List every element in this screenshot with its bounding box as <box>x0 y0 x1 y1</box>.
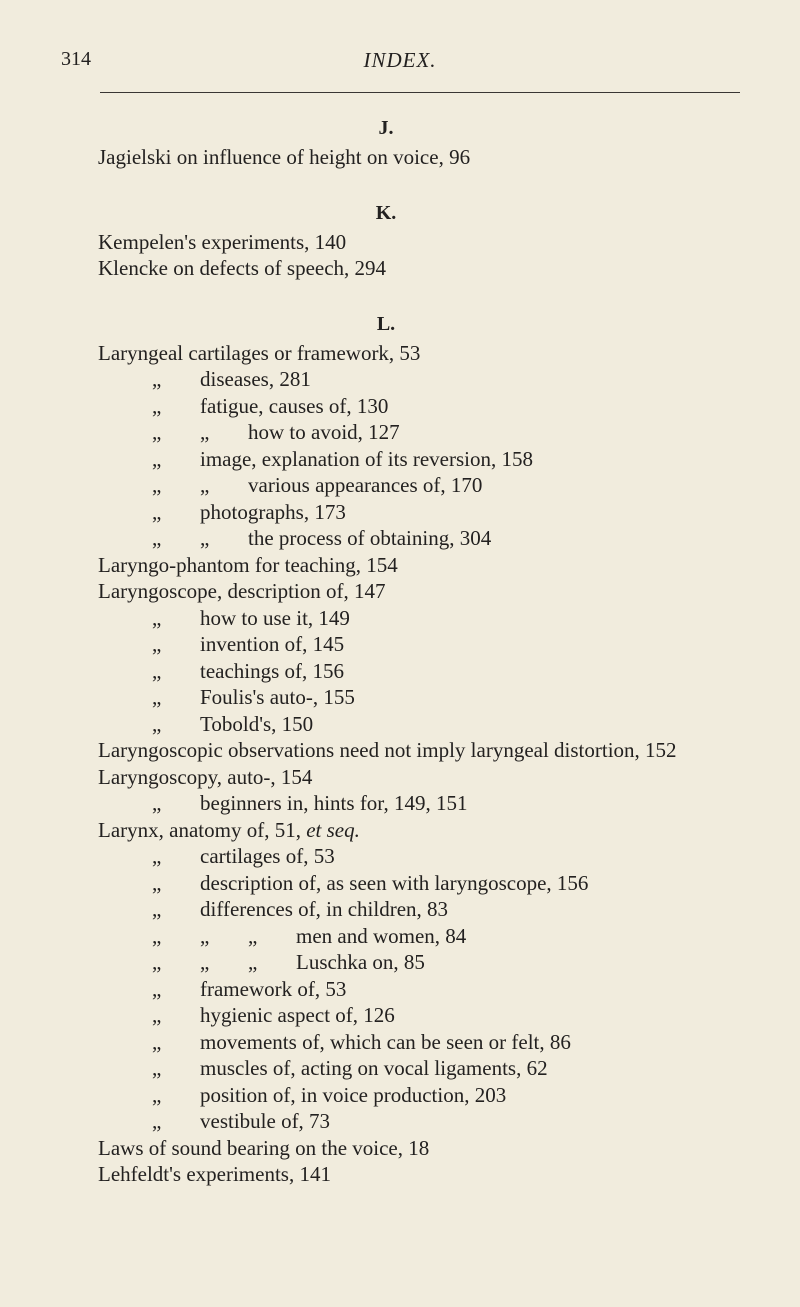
section-spacer <box>98 282 798 308</box>
index-entry <box>98 976 798 1003</box>
index-entry <box>98 790 798 817</box>
entry-text: image, explanation of its reversion, 158 <box>200 446 533 471</box>
ditto-mark: „ <box>152 526 162 550</box>
entry-text: Laryngeal cartilages or framework, 53 <box>98 340 421 365</box>
ditto-mark: „ <box>152 711 162 736</box>
ditto-mark: „ <box>152 1003 162 1027</box>
entry-text: movements of, which can be seen or felt, 86 <box>200 1029 571 1054</box>
ditto-mark: „ <box>152 420 162 444</box>
entry-text: teachings of, 156 <box>200 658 345 683</box>
index-entry <box>98 923 798 950</box>
index-entry <box>98 631 798 658</box>
entry-text: Lehfeldt's experiments, 141 <box>98 1162 331 1186</box>
index-entry <box>98 144 798 171</box>
entry-text: Laryngoscopic observations need not imply laryngeal distortion, 152 <box>98 738 677 762</box>
index-entry <box>98 684 798 711</box>
entry-text: Laryngoscopy, auto-, 154 <box>98 764 313 789</box>
index-entry <box>98 711 798 738</box>
ditto-mark: „ <box>152 605 162 630</box>
ditto-mark: „ <box>152 685 162 709</box>
entry-text: beginners in, hints for, 149, 151 <box>200 791 468 815</box>
index-entry <box>98 255 798 282</box>
section-letter: L. <box>376 312 396 335</box>
ditto-mark: „ <box>152 923 162 948</box>
entry-text: position of, in voice production, 203 <box>200 1082 507 1107</box>
ditto-mark: „ <box>152 844 162 868</box>
section-spacer <box>98 171 798 197</box>
entry-text: how to avoid, 127 <box>248 420 400 444</box>
page-number: 314 <box>61 48 91 70</box>
entry-text: Kempelen's experiments, 140 <box>98 229 347 254</box>
section-letter: J. <box>378 117 394 139</box>
ditto-mark: „ <box>152 1029 162 1054</box>
entry-text: men and women, 84 <box>296 923 467 948</box>
ditto-mark: „ <box>152 658 162 683</box>
index-entry <box>98 1161 798 1188</box>
index-entry <box>98 1029 798 1056</box>
ditto-mark: „ <box>200 526 210 550</box>
index-entry <box>98 366 798 393</box>
entry-text: various appearances of, 170 <box>248 473 483 497</box>
index-entry <box>98 605 798 632</box>
ditto-mark: „ <box>248 950 258 974</box>
entry-text: framework of, 53 <box>200 976 347 1001</box>
index-entry <box>98 1002 798 1029</box>
entry-text: cartilages of, 53 <box>200 844 335 868</box>
index-entry <box>98 472 798 499</box>
index-entry <box>98 737 798 764</box>
ditto-mark: „ <box>152 393 162 418</box>
index-entry <box>98 525 798 552</box>
entry-text: Tobold's, 150 <box>200 711 314 736</box>
ditto-mark: „ <box>152 446 162 471</box>
ditto-mark: „ <box>248 923 258 948</box>
ditto-mark: „ <box>200 923 210 948</box>
entry-text: photographs, 173 <box>200 499 346 524</box>
entry-text: Foulis's auto-, 155 <box>200 685 355 709</box>
running-head: INDEX. <box>363 48 437 72</box>
entry-text: muscles of, acting on vocal ligaments, 62 <box>200 1056 548 1080</box>
index-entry <box>98 229 798 256</box>
ditto-mark: „ <box>152 632 162 656</box>
ditto-mark: „ <box>152 367 162 391</box>
entry-text: vestibule of, 73 <box>200 1109 331 1133</box>
ditto-mark: „ <box>152 499 162 524</box>
index-entry <box>98 896 798 923</box>
index-entry <box>98 764 798 791</box>
index-entry <box>98 446 798 473</box>
entry-text: Jagielski on influence of height on voice, 96 <box>98 145 471 169</box>
index-entry <box>98 499 798 526</box>
ditto-mark: „ <box>152 1056 162 1080</box>
entry-text: invention of, 145 <box>200 632 345 656</box>
header-rule <box>100 92 740 93</box>
entry-text: Laryngoscope, description of, 147 <box>98 579 386 603</box>
index-entry <box>98 552 798 579</box>
ditto-mark: „ <box>152 950 162 974</box>
entry-italic: et seq. <box>306 817 360 842</box>
ditto-mark: „ <box>200 473 210 497</box>
entry-text: differences of, in children, 83 <box>200 897 449 921</box>
entry-text: Larynx, anatomy of, 51, <box>98 817 307 842</box>
ditto-mark: „ <box>200 420 210 444</box>
entry-text: diseases, 281 <box>200 367 311 391</box>
ditto-mark: „ <box>152 791 162 815</box>
entry-text: Luschka on, 85 <box>296 950 425 974</box>
entry-text: fatigue, causes of, 130 <box>200 393 389 418</box>
entry-text: the process of obtaining, 304 <box>248 526 492 550</box>
entry-text: Klencke on defects of speech, 294 <box>98 256 387 280</box>
ditto-mark: „ <box>152 976 162 1001</box>
index-entry <box>98 1082 798 1109</box>
index-entry <box>98 1055 798 1082</box>
ditto-mark: „ <box>152 897 162 921</box>
ditto-mark: „ <box>152 473 162 497</box>
ditto-mark: „ <box>152 1082 162 1107</box>
section-letter: K. <box>375 201 397 224</box>
index-entry <box>98 393 798 420</box>
index-entry <box>98 870 798 897</box>
index-entry <box>98 1108 798 1135</box>
ditto-mark: „ <box>152 1109 162 1133</box>
index-entry <box>98 578 798 605</box>
ditto-mark: „ <box>200 950 210 974</box>
index-entry <box>98 340 798 367</box>
entry-text: description of, as seen with laryngoscope, 156 <box>200 870 589 895</box>
index-entry <box>98 1135 798 1162</box>
index-entry <box>98 817 798 844</box>
entry-text: Laws of sound bearing on the voice, 18 <box>98 1135 430 1160</box>
index-entry <box>98 843 798 870</box>
entry-text: how to use it, 149 <box>200 605 350 630</box>
ditto-mark: „ <box>152 870 162 895</box>
index-entry <box>98 419 798 446</box>
index-entry <box>98 949 798 976</box>
entry-text: hygienic aspect of, 126 <box>200 1003 395 1027</box>
index-entry <box>98 658 798 685</box>
index-content <box>98 112 798 1188</box>
entry-text: Laryngo-phantom for teaching, 154 <box>98 552 398 577</box>
